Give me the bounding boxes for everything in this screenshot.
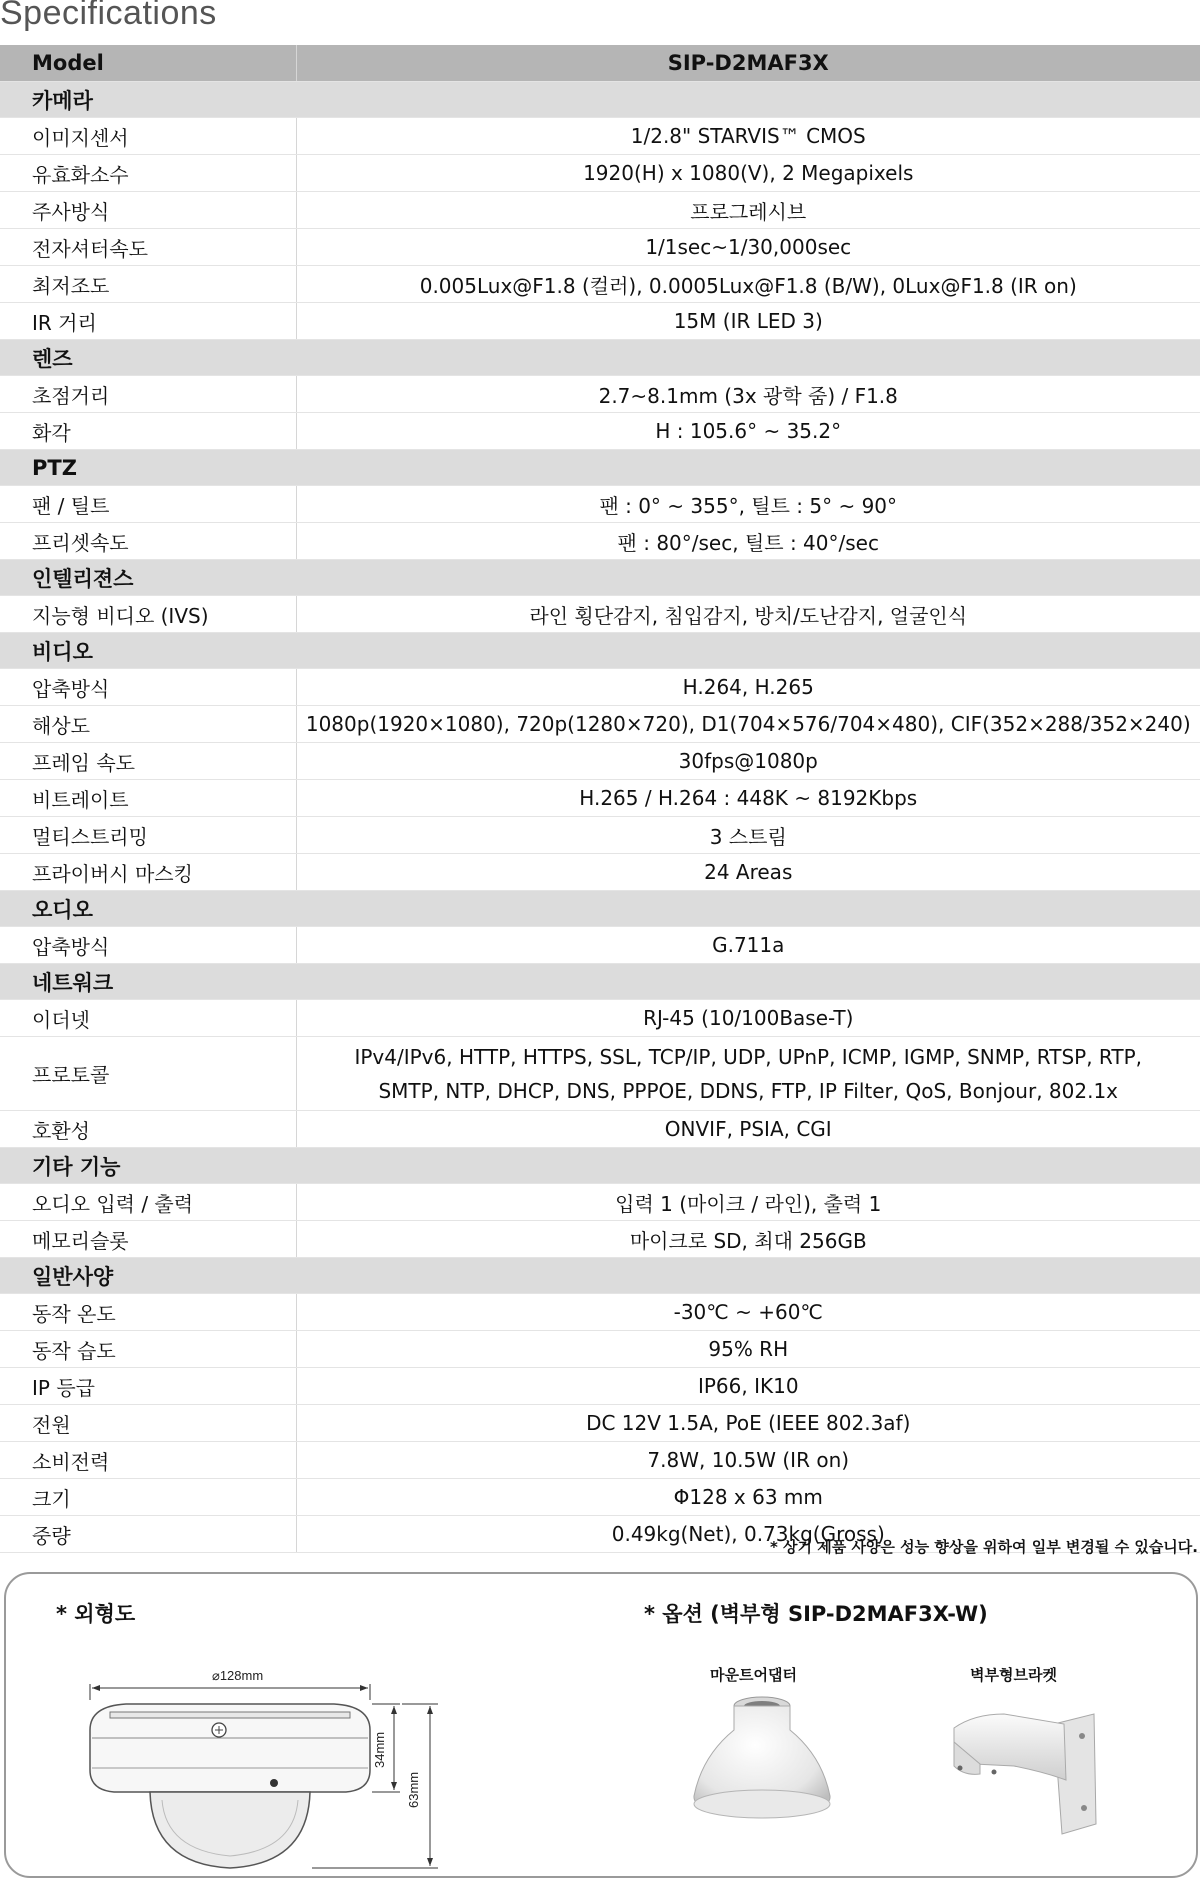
spec-row	[0, 303, 1200, 340]
spec-value: G.711a	[296, 927, 1200, 964]
spec-label: 프로토콜	[0, 1037, 296, 1111]
spec-value: 15M (IR LED 3)	[296, 303, 1200, 340]
spec-table	[0, 45, 1200, 1553]
spec-value: 입력 1 (마이크 / 라인), 출력 1	[296, 1184, 1200, 1221]
section-header-row	[0, 1148, 1200, 1184]
spec-row	[0, 523, 1200, 560]
section-title: 오디오	[0, 891, 1200, 927]
spec-row	[0, 1221, 1200, 1258]
spec-label: 멀티스트리밍	[0, 817, 296, 854]
spec-value: IP66, IK10	[296, 1368, 1200, 1405]
spec-label: 이더넷	[0, 1000, 296, 1037]
wall-bracket-label: 벽부형브라켓	[970, 1666, 1057, 1684]
mount-adapter-label: 마운트어댑터	[710, 1666, 797, 1684]
spec-change-notice: * 상기 제품 사양은 성능 향상을 위하여 일부 변경될 수 있습니다.	[769, 1538, 1198, 1556]
section-title: 비디오	[0, 633, 1200, 669]
spec-value: H.264, H.265	[296, 669, 1200, 706]
spec-label: 화각	[0, 413, 296, 450]
spec-value: 0.49kg(Net), 0.73kg(Gross)	[296, 1516, 1200, 1553]
spec-row	[0, 817, 1200, 854]
page-title: Specifications	[0, 0, 217, 32]
spec-label: 크기	[0, 1479, 296, 1516]
spec-row	[0, 1184, 1200, 1221]
spec-row	[0, 1111, 1200, 1148]
spec-label: 소비전력	[0, 1442, 296, 1479]
spec-label: 초점거리	[0, 376, 296, 413]
spec-label: 이미지센서	[0, 118, 296, 155]
spec-row	[0, 927, 1200, 964]
spec-value: 0.005Lux@F1.8 (컬러), 0.0005Lux@F1.8 (B/W), 0Lux@F1.8 (IR on)	[296, 266, 1200, 303]
mount-adapter-image	[682, 1686, 842, 1836]
spec-row	[0, 596, 1200, 633]
spec-label: 중량	[0, 1516, 296, 1553]
spec-value: RJ-45 (10/100Base-T)	[296, 1000, 1200, 1037]
section-header-row	[0, 633, 1200, 669]
spec-row	[0, 1000, 1200, 1037]
header-label: Model	[0, 45, 296, 82]
spec-value-line: SMTP, NTP, DHCP, DNS, PPPOE, DDNS, FTP, IP Filter, QoS, Bonjour, 802.1x	[378, 1078, 1119, 1103]
spec-value: 1080p(1920×1080), 720p(1280×720), D1(704×576/704×480), CIF(352×288/352×240)	[296, 706, 1200, 743]
section-title: 일반사양	[0, 1258, 1200, 1294]
spec-row	[0, 1331, 1200, 1368]
spec-value: 3 스트림	[296, 817, 1200, 854]
spec-label: 해상도	[0, 706, 296, 743]
spec-label: 압축방식	[0, 669, 296, 706]
width-dimension-label: ⌀128mm	[212, 1668, 264, 1683]
spec-value: 1/2.8" STARVIS™ CMOS	[296, 118, 1200, 155]
spec-row	[0, 118, 1200, 155]
spec-label: IR 거리	[0, 303, 296, 340]
section-header-row	[0, 964, 1200, 1000]
spec-row	[0, 706, 1200, 743]
section-title: PTZ	[0, 450, 1200, 486]
spec-label: 압축방식	[0, 927, 296, 964]
spec-value	[296, 1037, 1200, 1111]
spec-value: ONVIF, PSIA, CGI	[296, 1111, 1200, 1148]
spec-row	[0, 229, 1200, 266]
section-header-row	[0, 560, 1200, 596]
wall-bracket-image	[934, 1684, 1104, 1844]
section-header-row	[0, 1258, 1200, 1294]
outline-title: * 외형도	[56, 1602, 136, 1626]
spec-row	[0, 1479, 1200, 1516]
spec-label: 지능형 비디오 (IVS)	[0, 596, 296, 633]
spec-value: 1920(H) x 1080(V), 2 Megapixels	[296, 155, 1200, 192]
spec-label: 프레임 속도	[0, 743, 296, 780]
spec-value: Φ128 x 63 mm	[296, 1479, 1200, 1516]
spec-row	[0, 486, 1200, 523]
spec-value: 팬 : 0° ~ 355°, 틸트 : 5° ~ 90°	[296, 486, 1200, 523]
spec-value: 마이크로 SD, 최대 256GB	[296, 1221, 1200, 1258]
spec-row	[0, 1294, 1200, 1331]
spec-value: 팬 : 80°/sec, 틸트 : 40°/sec	[296, 523, 1200, 560]
section-title: 기타 기능	[0, 1148, 1200, 1184]
spec-row	[0, 1368, 1200, 1405]
section-header-row	[0, 891, 1200, 927]
spec-row	[0, 669, 1200, 706]
section-title: 네트워크	[0, 964, 1200, 1000]
spec-label: 전원	[0, 1405, 296, 1442]
spec-row	[0, 1442, 1200, 1479]
spec-row	[0, 155, 1200, 192]
spec-value: 30fps@1080p	[296, 743, 1200, 780]
spec-label: 오디오 입력 / 출력	[0, 1184, 296, 1221]
spec-value: 프로그레시브	[296, 192, 1200, 229]
camera-outline-drawing	[66, 1650, 466, 1870]
spec-value: 95% RH	[296, 1331, 1200, 1368]
spec-value: 24 Areas	[296, 854, 1200, 891]
spec-label: 팬 / 틸트	[0, 486, 296, 523]
spec-label: 메모리슬롯	[0, 1221, 296, 1258]
height-34-label: 34mm	[372, 1731, 387, 1768]
dimension-options-panel	[4, 1572, 1198, 1878]
spec-value: H.265 / H.264 : 448K ~ 8192Kbps	[296, 780, 1200, 817]
spec-label: 동작 습도	[0, 1331, 296, 1368]
table-header-row	[0, 45, 1200, 82]
spec-row	[0, 1405, 1200, 1442]
spec-value: 2.7~8.1mm (3x 광학 줌) / F1.8	[296, 376, 1200, 413]
spec-label: 주사방식	[0, 192, 296, 229]
spec-label: 유효화소수	[0, 155, 296, 192]
spec-row	[0, 780, 1200, 817]
spec-row	[0, 1037, 1200, 1111]
spec-row	[0, 266, 1200, 303]
spec-value: DC 12V 1.5A, PoE (IEEE 802.3af)	[296, 1405, 1200, 1442]
options-title: * 옵션 (벽부형 SIP-D2MAF3X-W)	[644, 1602, 988, 1626]
spec-label: 비트레이트	[0, 780, 296, 817]
section-header-row	[0, 450, 1200, 486]
spec-label: 동작 온도	[0, 1294, 296, 1331]
spec-value-line: IPv4/IPv6, HTTP, HTTPS, SSL, TCP/IP, UDP, UPnP, ICMP, IGMP, SNMP, RTSP, RTP,	[354, 1044, 1143, 1069]
spec-row	[0, 743, 1200, 780]
spec-row	[0, 376, 1200, 413]
section-header-row	[0, 82, 1200, 118]
spec-row	[0, 413, 1200, 450]
spec-row	[0, 192, 1200, 229]
height-63-label: 63mm	[406, 1771, 421, 1808]
model-name: SIP-D2MAF3X	[296, 45, 1200, 82]
spec-label: 최저조도	[0, 266, 296, 303]
spec-label: 프라이버시 마스킹	[0, 854, 296, 891]
spec-label: 전자셔터속도	[0, 229, 296, 266]
spec-value: 1/1sec~1/30,000sec	[296, 229, 1200, 266]
spec-value: H : 105.6° ~ 35.2°	[296, 413, 1200, 450]
spec-value: 라인 횡단감지, 침입감지, 방치/도난감지, 얼굴인식	[296, 596, 1200, 633]
spec-value: -30℃ ~ +60℃	[296, 1294, 1200, 1331]
section-title: 인텔리젼스	[0, 560, 1200, 596]
spec-row	[0, 854, 1200, 891]
spec-label: IP 등급	[0, 1368, 296, 1405]
spec-label: 호환성	[0, 1111, 296, 1148]
spec-value: 7.8W, 10.5W (IR on)	[296, 1442, 1200, 1479]
section-title: 렌즈	[0, 340, 1200, 376]
section-title: 카메라	[0, 82, 1200, 118]
section-header-row	[0, 340, 1200, 376]
spec-label: 프리셋속도	[0, 523, 296, 560]
